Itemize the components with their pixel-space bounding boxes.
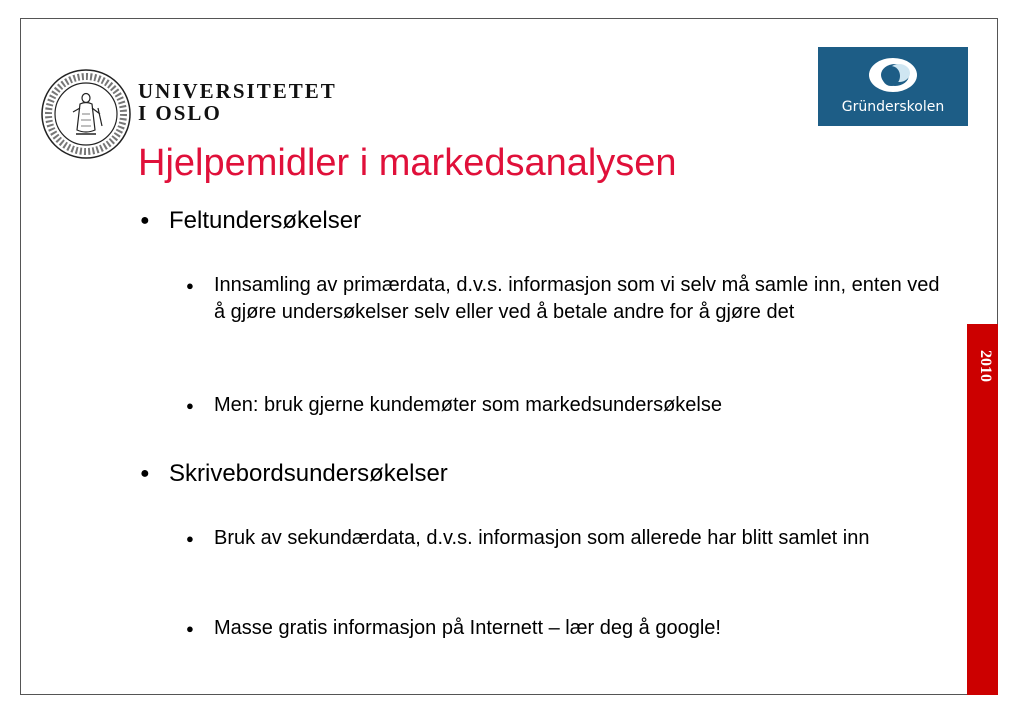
university-seal-icon [40, 68, 132, 160]
university-name-line2: I OSLO [138, 101, 222, 125]
partner-logo-text: Gründerskolen [841, 99, 945, 115]
list-item [186, 272, 956, 326]
year-side-bar [967, 324, 998, 695]
list-item-text: Bruk av sekundærdata, d.v.s. informasjon som allerede har blitt samlet inn [214, 527, 870, 549]
section-heading-text: Skrivebordsundersøkelser [169, 460, 448, 487]
slide-title: Hjelpemidler i markedsanalysen [138, 142, 677, 184]
university-name-line1: UNIVERSITETET [138, 79, 337, 103]
list-item-text: Masse gratis informasjon på Internett – lær deg å google! [214, 617, 721, 639]
bullet-dot: ● [186, 531, 194, 546]
section-heading-text: Feltundersøkelser [169, 207, 362, 234]
bullet-dot: ● [186, 278, 194, 293]
list-item [186, 615, 956, 642]
bullet-dot: ● [186, 621, 194, 636]
bullet-dot: ● [186, 398, 194, 413]
bullet-dot: ● [140, 212, 150, 229]
list-item-text: Innsamling av primærdata, d.v.s. informasjon som vi selv må samle inn, enten ved å gjøre undersøkelser selv eller ved å betale andre for å gjøre det [214, 274, 940, 323]
gs-ring-icon [865, 55, 921, 97]
list-item [186, 525, 956, 552]
partner-logo [818, 47, 968, 126]
bullet-dot: ● [140, 465, 150, 482]
list-item [186, 392, 956, 419]
list-item-text: Men: bruk gjerne kundemøter som markedsundersøkelse [214, 394, 722, 416]
year-label: 2010 [977, 350, 994, 382]
university-wordmark [138, 80, 337, 124]
